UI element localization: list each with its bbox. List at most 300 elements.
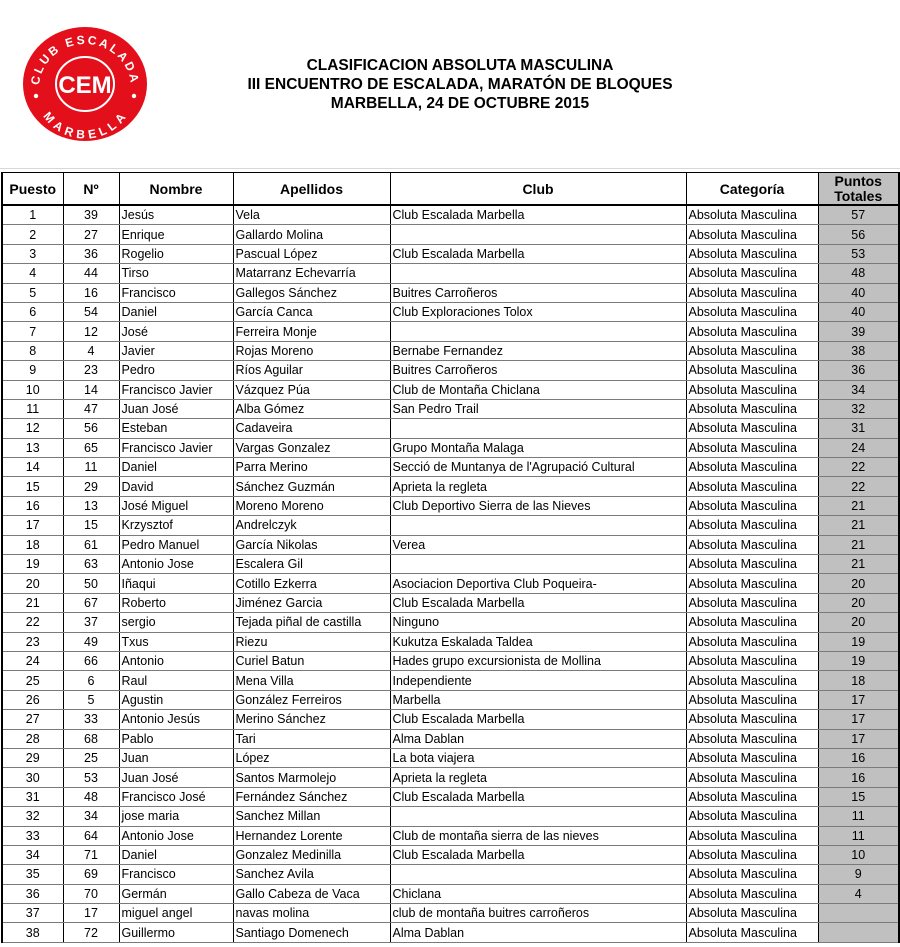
table-row xyxy=(2,613,899,632)
cell-numero: 53 xyxy=(63,768,119,787)
cell-puntos: 20 xyxy=(818,574,899,593)
cell-club: Kukutza Eskalada Taldea xyxy=(390,632,686,651)
cell-club: Club de Montaña Chiclana xyxy=(390,380,686,399)
cell-apellidos: Riezu xyxy=(233,632,390,651)
cell-numero: 71 xyxy=(63,845,119,864)
cell-puntos: 57 xyxy=(818,205,899,225)
cell-numero: 17 xyxy=(63,904,119,923)
cell-numero: 12 xyxy=(63,322,119,341)
cell-puesto: 21 xyxy=(2,593,63,612)
cell-puesto: 18 xyxy=(2,535,63,554)
cell-apellidos: Moreno Moreno xyxy=(233,496,390,515)
cell-apellidos: González Ferreiros xyxy=(233,690,390,709)
cell-club xyxy=(390,516,686,535)
title-line-1: CLASIFICACION ABSOLUTA MASCULINA xyxy=(306,57,614,74)
cell-apellidos: Sánchez Guzmán xyxy=(233,477,390,496)
cell-club: club de montaña buitres carroñeros xyxy=(390,904,686,923)
cell-numero: 66 xyxy=(63,651,119,670)
cell-numero: 47 xyxy=(63,399,119,418)
cell-nombre: Krzysztof xyxy=(119,516,233,535)
cell-numero: 48 xyxy=(63,787,119,806)
cell-apellidos: Jiménez Garcia xyxy=(233,593,390,612)
cell-club: Asociacion Deportiva Club Poqueira- xyxy=(390,574,686,593)
document-title xyxy=(220,56,700,113)
cell-puesto: 32 xyxy=(2,807,63,826)
cell-club: Marbella xyxy=(390,690,686,709)
cell-club xyxy=(390,225,686,244)
title-line-3: MARBELLA, 24 DE OCTUBRE 2015 xyxy=(330,95,590,112)
cell-club: Club Escalada Marbella xyxy=(390,205,686,225)
cell-puntos: 31 xyxy=(818,419,899,438)
cell-puesto: 23 xyxy=(2,632,63,651)
cell-categoria: Absoluta Masculina xyxy=(686,283,818,302)
cell-nombre: David xyxy=(119,477,233,496)
cell-numero: 34 xyxy=(63,807,119,826)
cell-numero: 44 xyxy=(63,264,119,283)
cell-puntos: 15 xyxy=(818,787,899,806)
logo-center-text: CEM xyxy=(58,72,112,99)
cell-puesto: 10 xyxy=(2,380,63,399)
cell-numero: 72 xyxy=(63,923,119,942)
cell-puesto: 16 xyxy=(2,496,63,515)
cell-puesto: 1 xyxy=(2,205,63,225)
cell-numero: 6 xyxy=(63,671,119,690)
cell-nombre: Francisco José xyxy=(119,787,233,806)
cell-categoria: Absoluta Masculina xyxy=(686,205,818,225)
table-row xyxy=(2,671,899,690)
cell-categoria: Absoluta Masculina xyxy=(686,302,818,321)
cell-categoria: Absoluta Masculina xyxy=(686,496,818,515)
table-row xyxy=(2,322,899,341)
cell-puntos xyxy=(818,923,899,942)
cell-categoria: Absoluta Masculina xyxy=(686,535,818,554)
cell-nombre: José Miguel xyxy=(119,496,233,515)
cell-puntos xyxy=(818,904,899,923)
cell-categoria: Absoluta Masculina xyxy=(686,322,818,341)
table-row xyxy=(2,748,899,767)
cell-apellidos: Pascual López xyxy=(233,244,390,263)
cell-puesto: 31 xyxy=(2,787,63,806)
cell-puntos: 20 xyxy=(818,613,899,632)
cell-puesto: 28 xyxy=(2,729,63,748)
cell-categoria: Absoluta Masculina xyxy=(686,477,818,496)
cell-apellidos: Andrelczyk xyxy=(233,516,390,535)
table-row xyxy=(2,826,899,845)
puntos-header-line-1: Puntos xyxy=(834,172,882,189)
column-header-apellidos: Apellidos xyxy=(233,173,390,206)
cell-apellidos: López xyxy=(233,748,390,767)
table-row xyxy=(2,574,899,593)
cell-apellidos: Vázquez Púa xyxy=(233,380,390,399)
cell-puesto: 30 xyxy=(2,768,63,787)
cell-numero: 65 xyxy=(63,438,119,457)
cell-nombre: Jesús xyxy=(119,205,233,225)
cell-numero: 13 xyxy=(63,496,119,515)
cell-categoria: Absoluta Masculina xyxy=(686,555,818,574)
cell-puntos: 9 xyxy=(818,865,899,884)
cell-puntos: 22 xyxy=(818,477,899,496)
cell-numero: 23 xyxy=(63,361,119,380)
cell-categoria: Absoluta Masculina xyxy=(686,244,818,263)
table-row xyxy=(2,865,899,884)
cell-puesto: 3 xyxy=(2,244,63,263)
cell-puntos: 11 xyxy=(818,826,899,845)
cell-puntos: 19 xyxy=(818,632,899,651)
cell-club: Club Escalada Marbella xyxy=(390,787,686,806)
table-row xyxy=(2,787,899,806)
cell-apellidos: Merino Sánchez xyxy=(233,710,390,729)
cell-categoria: Absoluta Masculina xyxy=(686,651,818,670)
cell-club: Independiente xyxy=(390,671,686,690)
cell-numero: 56 xyxy=(63,419,119,438)
cell-club: Hades grupo excursionista de Mollina xyxy=(390,651,686,670)
table-row xyxy=(2,884,899,903)
cell-apellidos: navas molina xyxy=(233,904,390,923)
cell-numero: 54 xyxy=(63,302,119,321)
cell-numero: 37 xyxy=(63,613,119,632)
cell-puesto: 17 xyxy=(2,516,63,535)
cell-nombre: Pablo xyxy=(119,729,233,748)
cell-numero: 67 xyxy=(63,593,119,612)
cell-categoria: Absoluta Masculina xyxy=(686,264,818,283)
cell-apellidos: Vela xyxy=(233,205,390,225)
cell-club: Verea xyxy=(390,535,686,554)
cell-club: Aprieta la regleta xyxy=(390,768,686,787)
cell-apellidos: García Canca xyxy=(233,302,390,321)
cell-nombre: Pedro Manuel xyxy=(119,535,233,554)
cell-apellidos: Curiel Batun xyxy=(233,651,390,670)
cell-puntos: 19 xyxy=(818,651,899,670)
logo-dot-icon xyxy=(132,94,136,98)
cell-nombre: Raul xyxy=(119,671,233,690)
column-header-puntos-totales xyxy=(818,173,899,206)
cell-puntos: 16 xyxy=(818,768,899,787)
table-row xyxy=(2,904,899,923)
cell-apellidos: García Nikolas xyxy=(233,535,390,554)
cell-nombre: sergio xyxy=(119,613,233,632)
cell-nombre: Daniel xyxy=(119,458,233,477)
cell-categoria: Absoluta Masculina xyxy=(686,690,818,709)
cell-club: Club Escalada Marbella xyxy=(390,845,686,864)
cell-club: Chiclana xyxy=(390,884,686,903)
cell-club: Club de montaña sierra de las nieves xyxy=(390,826,686,845)
divider xyxy=(0,168,900,169)
logo-top-text: CLUB ESCALADA xyxy=(27,32,143,86)
cell-numero: 68 xyxy=(63,729,119,748)
cell-puesto: 37 xyxy=(2,904,63,923)
cell-puesto: 33 xyxy=(2,826,63,845)
column-header-puesto: Puesto xyxy=(2,173,63,206)
table-row xyxy=(2,244,899,263)
cell-puntos: 56 xyxy=(818,225,899,244)
cell-club xyxy=(390,807,686,826)
cell-categoria: Absoluta Masculina xyxy=(686,826,818,845)
cell-nombre: Francisco Javier xyxy=(119,380,233,399)
cell-club: Alma Dablan xyxy=(390,923,686,942)
cell-categoria: Absoluta Masculina xyxy=(686,361,818,380)
cell-club: Buitres Carroñeros xyxy=(390,361,686,380)
cell-nombre: José xyxy=(119,322,233,341)
cell-categoria: Absoluta Masculina xyxy=(686,419,818,438)
cell-nombre: Francisco xyxy=(119,865,233,884)
cell-numero: 11 xyxy=(63,458,119,477)
cell-club xyxy=(390,322,686,341)
cell-apellidos: Parra Merino xyxy=(233,458,390,477)
cell-puesto: 36 xyxy=(2,884,63,903)
cell-categoria: Absoluta Masculina xyxy=(686,593,818,612)
table-row xyxy=(2,632,899,651)
table-row xyxy=(2,535,899,554)
cell-apellidos: Sanchez Avila xyxy=(233,865,390,884)
cell-nombre: Javier xyxy=(119,341,233,360)
cell-categoria: Absoluta Masculina xyxy=(686,729,818,748)
cell-apellidos: Santiago Domenech xyxy=(233,923,390,942)
cell-numero: 64 xyxy=(63,826,119,845)
cell-puesto: 5 xyxy=(2,283,63,302)
cell-club xyxy=(390,264,686,283)
cell-numero: 50 xyxy=(63,574,119,593)
cell-apellidos: Alba Gómez xyxy=(233,399,390,418)
cell-apellidos: Escalera Gil xyxy=(233,555,390,574)
cell-club xyxy=(390,555,686,574)
title-line-2: III ENCUENTRO DE ESCALADA, MARATÓN DE BLOQUES xyxy=(247,76,673,93)
table-row xyxy=(2,264,899,283)
cell-club xyxy=(390,419,686,438)
cell-puesto: 20 xyxy=(2,574,63,593)
cell-puntos: 38 xyxy=(818,341,899,360)
cell-puesto: 12 xyxy=(2,419,63,438)
cell-club: La bota viajera xyxy=(390,748,686,767)
cell-categoria: Absoluta Masculina xyxy=(686,748,818,767)
column-header-nombre: Nombre xyxy=(119,173,233,206)
table-row xyxy=(2,593,899,612)
cell-club: Club Escalada Marbella xyxy=(390,593,686,612)
cell-puesto: 15 xyxy=(2,477,63,496)
column-header-numero: Nº xyxy=(63,173,119,206)
cell-apellidos: Mena Villa xyxy=(233,671,390,690)
cell-categoria: Absoluta Masculina xyxy=(686,923,818,942)
cell-club: Club Deportivo Sierra de las Nieves xyxy=(390,496,686,515)
cell-numero: 25 xyxy=(63,748,119,767)
cell-apellidos: Hernandez Lorente xyxy=(233,826,390,845)
cell-puntos: 20 xyxy=(818,593,899,612)
cell-puesto: 26 xyxy=(2,690,63,709)
cell-puntos: 22 xyxy=(818,458,899,477)
cell-club: Club Escalada Marbella xyxy=(390,710,686,729)
cell-puesto: 19 xyxy=(2,555,63,574)
cell-nombre: jose maria xyxy=(119,807,233,826)
cell-categoria: Absoluta Masculina xyxy=(686,710,818,729)
cell-categoria: Absoluta Masculina xyxy=(686,865,818,884)
cell-categoria: Absoluta Masculina xyxy=(686,380,818,399)
cell-categoria: Absoluta Masculina xyxy=(686,574,818,593)
table-row xyxy=(2,419,899,438)
cell-nombre: Daniel xyxy=(119,302,233,321)
cell-numero: 69 xyxy=(63,865,119,884)
cell-nombre: Germán xyxy=(119,884,233,903)
cell-nombre: Roberto xyxy=(119,593,233,612)
cell-categoria: Absoluta Masculina xyxy=(686,225,818,244)
table-row xyxy=(2,283,899,302)
cell-categoria: Absoluta Masculina xyxy=(686,787,818,806)
logo-bottom-text: MARBELLA xyxy=(40,108,130,142)
table-row xyxy=(2,225,899,244)
cell-club: Aprieta la regleta xyxy=(390,477,686,496)
table-row xyxy=(2,555,899,574)
cell-numero: 49 xyxy=(63,632,119,651)
cell-apellidos: Sanchez Millan xyxy=(233,807,390,826)
logo-dot-icon xyxy=(34,94,38,98)
table-row xyxy=(2,807,899,826)
cell-numero: 15 xyxy=(63,516,119,535)
cell-puntos: 40 xyxy=(818,302,899,321)
table-row xyxy=(2,729,899,748)
cell-club: Secció de Muntanya de l'Agrupació Cultural xyxy=(390,458,686,477)
column-header-categoria: Categoría xyxy=(686,173,818,206)
table-row xyxy=(2,458,899,477)
table-row xyxy=(2,923,899,942)
cell-apellidos: Tari xyxy=(233,729,390,748)
cell-puesto: 6 xyxy=(2,302,63,321)
cell-puntos: 21 xyxy=(818,496,899,515)
cell-puesto: 22 xyxy=(2,613,63,632)
cell-puesto: 7 xyxy=(2,322,63,341)
cell-numero: 36 xyxy=(63,244,119,263)
cell-puesto: 29 xyxy=(2,748,63,767)
table-row xyxy=(2,341,899,360)
cell-nombre: Agustin xyxy=(119,690,233,709)
cell-apellidos: Vargas Gonzalez xyxy=(233,438,390,457)
cell-puesto: 9 xyxy=(2,361,63,380)
table-row xyxy=(2,302,899,321)
cell-puntos: 32 xyxy=(818,399,899,418)
cell-puesto: 13 xyxy=(2,438,63,457)
cell-puntos: 17 xyxy=(818,690,899,709)
cell-numero: 33 xyxy=(63,710,119,729)
cell-club: Alma Dablan xyxy=(390,729,686,748)
cell-club xyxy=(390,865,686,884)
cell-puntos: 24 xyxy=(818,438,899,457)
cell-categoria: Absoluta Masculina xyxy=(686,341,818,360)
table-row xyxy=(2,205,899,225)
cell-categoria: Absoluta Masculina xyxy=(686,884,818,903)
cell-numero: 16 xyxy=(63,283,119,302)
cell-categoria: Absoluta Masculina xyxy=(686,458,818,477)
cell-nombre: Francisco Javier xyxy=(119,438,233,457)
cell-apellidos: Cadaveira xyxy=(233,419,390,438)
table-row xyxy=(2,477,899,496)
cell-numero: 14 xyxy=(63,380,119,399)
cell-nombre: Guillermo xyxy=(119,923,233,942)
cell-club: Bernabe Fernandez xyxy=(390,341,686,360)
table-row xyxy=(2,399,899,418)
cell-categoria: Absoluta Masculina xyxy=(686,768,818,787)
cell-apellidos: Gallo Cabeza de Vaca xyxy=(233,884,390,903)
cell-nombre: Juan José xyxy=(119,768,233,787)
cell-nombre: Enrique xyxy=(119,225,233,244)
table-row xyxy=(2,710,899,729)
cell-puntos: 21 xyxy=(818,516,899,535)
cell-categoria: Absoluta Masculina xyxy=(686,438,818,457)
cell-apellidos: Rojas Moreno xyxy=(233,341,390,360)
cell-nombre: Antonio Jose xyxy=(119,555,233,574)
cell-puntos: 4 xyxy=(818,884,899,903)
table-row xyxy=(2,768,899,787)
cell-numero: 5 xyxy=(63,690,119,709)
cell-puesto: 34 xyxy=(2,845,63,864)
cell-puntos: 16 xyxy=(818,748,899,767)
cell-apellidos: Fernández Sánchez xyxy=(233,787,390,806)
cell-club: Club Escalada Marbella xyxy=(390,244,686,263)
results-table xyxy=(1,172,900,943)
table-row xyxy=(2,651,899,670)
cell-numero: 39 xyxy=(63,205,119,225)
cell-nombre: Juan José xyxy=(119,399,233,418)
cell-club: Buitres Carroñeros xyxy=(390,283,686,302)
club-escalada-marbella-logo xyxy=(22,26,148,142)
cell-apellidos: Santos Marmolejo xyxy=(233,768,390,787)
cell-nombre: miguel angel xyxy=(119,904,233,923)
cell-puntos: 53 xyxy=(818,244,899,263)
cell-nombre: Esteban xyxy=(119,419,233,438)
cell-numero: 29 xyxy=(63,477,119,496)
cell-puntos: 17 xyxy=(818,729,899,748)
cell-nombre: Iñaqui xyxy=(119,574,233,593)
cell-categoria: Absoluta Masculina xyxy=(686,516,818,535)
cell-puesto: 27 xyxy=(2,710,63,729)
table-row xyxy=(2,690,899,709)
cell-puesto: 35 xyxy=(2,865,63,884)
cell-nombre: Tirso xyxy=(119,264,233,283)
cell-puntos: 17 xyxy=(818,710,899,729)
cell-nombre: Juan xyxy=(119,748,233,767)
cell-puntos: 40 xyxy=(818,283,899,302)
cell-puesto: 14 xyxy=(2,458,63,477)
cell-numero: 4 xyxy=(63,341,119,360)
cell-apellidos: Matarranz Echevarría xyxy=(233,264,390,283)
cell-club: San Pedro Trail xyxy=(390,399,686,418)
cell-puesto: 4 xyxy=(2,264,63,283)
cell-numero: 27 xyxy=(63,225,119,244)
cell-numero: 70 xyxy=(63,884,119,903)
cell-puntos: 21 xyxy=(818,555,899,574)
cell-apellidos: Ferreira Monje xyxy=(233,322,390,341)
cell-apellidos: Gonzalez Medinilla xyxy=(233,845,390,864)
cell-puesto: 24 xyxy=(2,651,63,670)
cell-club: Club Exploraciones Tolox xyxy=(390,302,686,321)
cell-apellidos: Gallardo Molina xyxy=(233,225,390,244)
cell-puesto: 38 xyxy=(2,923,63,942)
cell-puntos: 39 xyxy=(818,322,899,341)
cell-categoria: Absoluta Masculina xyxy=(686,671,818,690)
cell-club: Ninguno xyxy=(390,613,686,632)
cell-puntos: 21 xyxy=(818,535,899,554)
puntos-header-line-2: Totales xyxy=(834,187,883,204)
cell-categoria: Absoluta Masculina xyxy=(686,613,818,632)
cell-categoria: Absoluta Masculina xyxy=(686,632,818,651)
table-header-row xyxy=(2,173,899,206)
table-row xyxy=(2,438,899,457)
table-row xyxy=(2,361,899,380)
cell-apellidos: Gallegos Sánchez xyxy=(233,283,390,302)
cell-numero: 61 xyxy=(63,535,119,554)
cell-puntos: 48 xyxy=(818,264,899,283)
cell-categoria: Absoluta Masculina xyxy=(686,845,818,864)
cell-nombre: Txus xyxy=(119,632,233,651)
cell-apellidos: Cotillo Ezkerra xyxy=(233,574,390,593)
table-row xyxy=(2,496,899,515)
cell-nombre: Rogelio xyxy=(119,244,233,263)
